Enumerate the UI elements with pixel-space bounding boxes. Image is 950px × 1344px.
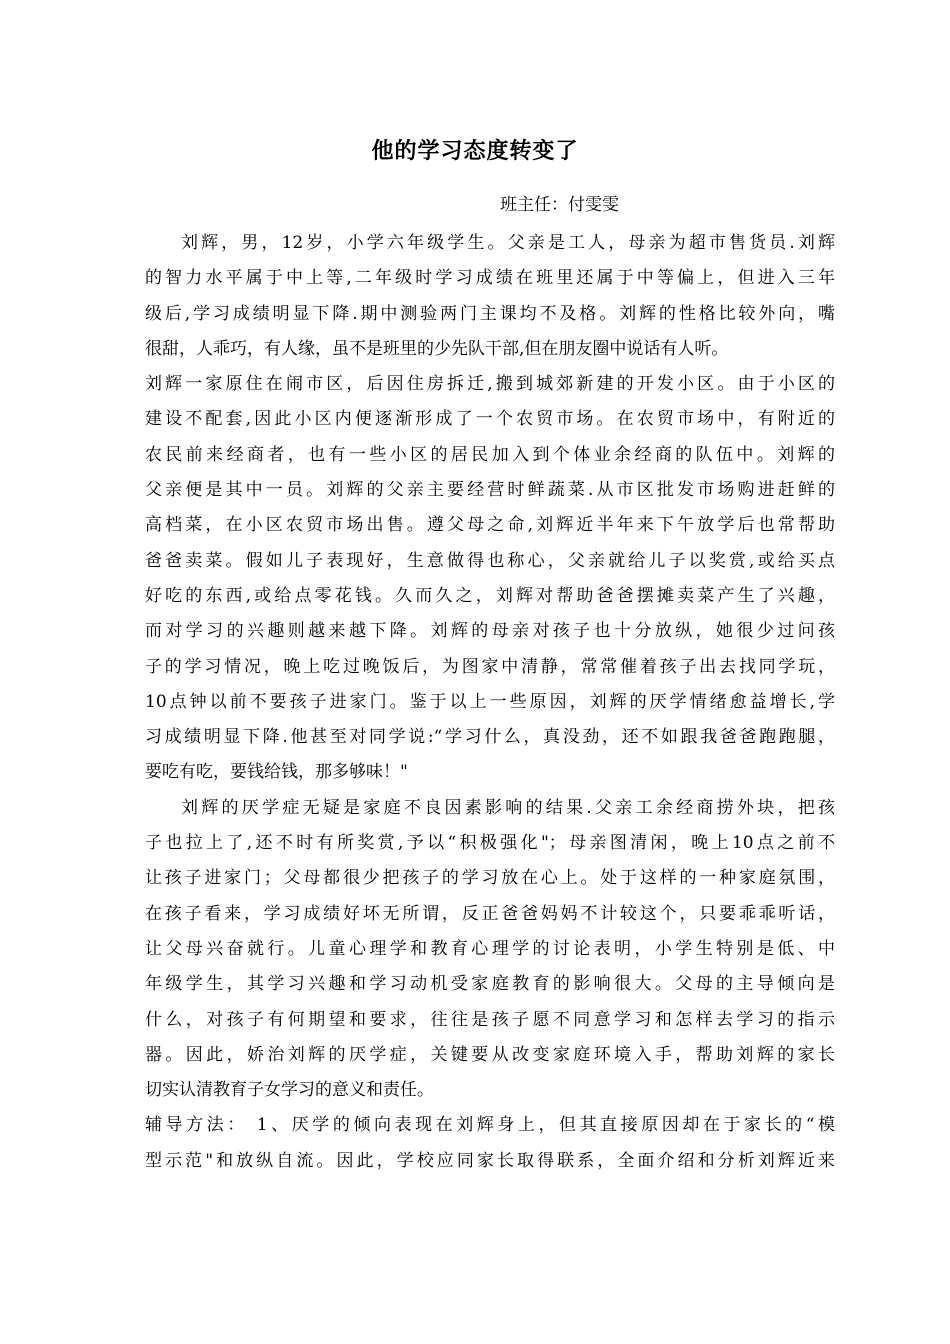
text-line: 建设不配套,因此小区内便逐渐形成了一个农贸市场。在农贸市场中，有附近的 (145, 409, 835, 430)
text-line: 在孩子看来，学习成绩好坏无所谓，反正爸爸妈妈不计较这个，只要乖乖听话， (145, 903, 835, 924)
text-line: 高档菜，在小区农贸市场出售。遵父母之命,刘辉近半年来下午放学后也常帮助 (145, 515, 835, 536)
text-line: 要吃有吃，要钱给钱，那多够味！" (145, 762, 408, 783)
text-line: 级后,学习成绩明显下降.期中测验两门主课均不及格。刘辉的性格比较外向，嘴 (145, 303, 835, 324)
text-line: 子也拉上了,还不时有所奖赏,予以“积极强化"；母亲图清闲，晚上10点之前不 (145, 833, 835, 854)
text-line: 年级学生，其学习兴趣和学习动机受家庭教育的影响很大。父母的主导倾向是 (145, 974, 835, 995)
text-line: 农民前来经商者，也有一些小区的居民加入到个体业余经商的队伍中。刘辉的 (145, 444, 835, 465)
text-line: 习成绩明显下降.他甚至对同学说:“学习什么，真没劲，还不如跟我爸爸跑跑腿， (145, 727, 835, 748)
text-line: 器。因此，娇治刘辉的厌学症，关键要从改变家庭环境入手，帮助刘辉的家长 (145, 1044, 835, 1065)
text-line: 10点钟以前不要孩子进家门。鉴于以上一些原因，刘辉的厌学情绪愈益增长,学 (145, 691, 835, 712)
text-line: 什么，对孩子有何期望和要求，往往是孩子愿不同意学习和怎样去学习的指示 (145, 1009, 835, 1030)
text-line: 的智力水平属于中上等,二年级时学习成绩在班里还属于中等偏上，但进入三年 (145, 268, 835, 289)
text-line: 让孩子进家门；父母都很少把孩子的学习放在心上。处于这样的一种家庭氛围， (145, 868, 835, 889)
text-line: 切实认清教育子女学习的意义和责任。 (145, 1080, 434, 1101)
text-line: 刘辉一家原住在闹市区，后因住房拆迁,搬到城郊新建的开发小区。由于小区的 (145, 374, 835, 395)
text-line: 让父母兴奋就行。儿童心理学和教育心理学的讨论表明，小学生特别是低、中 (145, 938, 835, 959)
author-line: 班主任：付雯雯 (500, 195, 619, 215)
text-line: 刘辉的厌学症无疑是家庭不良因素影响的结果.父亲工余经商捞外块，把孩 (181, 797, 835, 818)
document-body (145, 226, 835, 1179)
text-line: 很甜，人乖巧，有人缘，虽不是班里的少先队干部,但在朋友圈中说话有人听。 (145, 338, 729, 359)
text-line: 型示范"和放纵自流。因此，学校应同家长取得联系，全面介绍和分析刘辉近来 (145, 1150, 835, 1171)
text-line: 辅导方法： 1、厌学的倾向表现在刘辉身上，但其直接原因却在于家长的“模 (145, 1115, 835, 1136)
text-line: 爸爸卖菜。假如儿子表现好，生意做得也称心，父亲就给儿子以奖赏,或给买点 (145, 550, 835, 571)
document-title: 他的学习态度转变了 (371, 138, 579, 164)
text-line: 刘辉，男，12岁，小学六年级学生。父亲是工人，母亲为超市售货员.刘辉 (181, 233, 835, 253)
text-line: 而对学习的兴趣则越来越下降。刘辉的母亲对孩子也十分放纵，她很少过问孩 (145, 621, 835, 642)
text-line: 父亲便是其中一员。刘辉的父亲主要经营时鲜蔬菜.从市区批发市场购进赶鲜的 (145, 480, 835, 501)
text-line: 好吃的东西,或给点零花钱。久而久之，刘辉对帮助爸爸摆摊卖菜产生了兴趣， (145, 585, 835, 606)
text-line: 子的学习情况，晚上吃过晚饭后，为图家中清静，常常催着孩子出去找同学玩， (145, 656, 835, 677)
